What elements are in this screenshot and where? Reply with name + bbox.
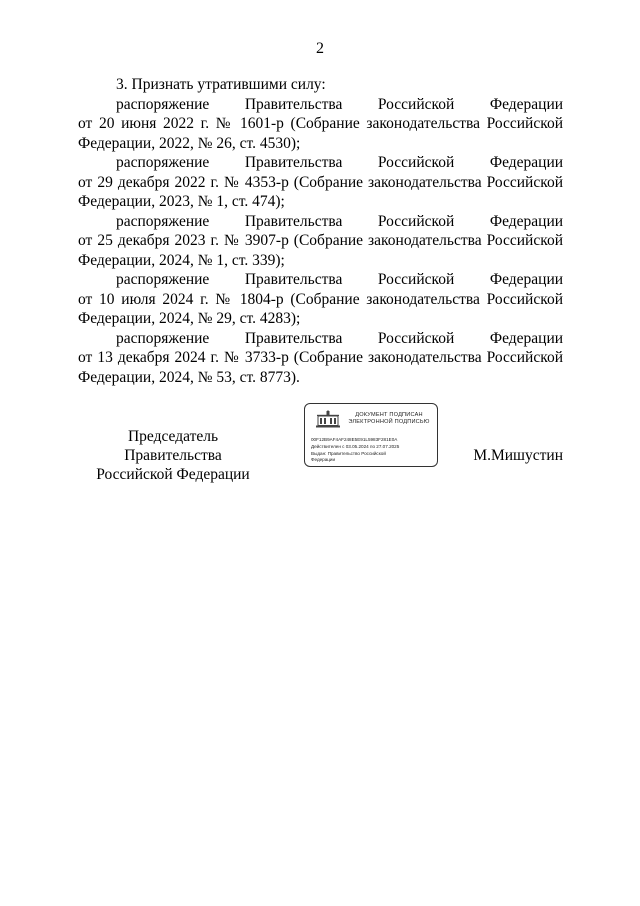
item-line-3: Федерации, 2022, № 26, ст. 4530); <box>78 134 301 152</box>
item-line-3: Федерации, 2024, № 29, ст. 4283); <box>78 310 301 327</box>
item-line-1: распоряжение Правительства Российской Федерации <box>116 329 564 347</box>
item-line-3: Федерации, 2024, № 1, ст. 339); <box>78 251 285 269</box>
clause-item <box>78 270 563 329</box>
item-line-2: от 10 июля 2024 г. № 1804-р (Собрание законодательства Российской <box>78 290 563 308</box>
item-line-3: Федерации, 2023, № 1, ст. 474); <box>78 193 285 210</box>
signatory-title: Председатель Правительства Российской Федерации <box>96 428 250 483</box>
item-line-2: от 25 декабря 2023 г. № 3907-р (Собрание законодательства Российской <box>78 232 563 249</box>
electronic-signature-stamp <box>304 403 438 467</box>
item-line-1: распоряжение Правительства Российской Федерации <box>116 154 564 171</box>
document-body <box>78 75 563 387</box>
item-line-3: Федерации, 2024, № 53, ст. 8773). <box>78 368 300 386</box>
clause-heading: 3. Признать утратившими силу: <box>116 76 326 93</box>
item-line-2: от 13 декабря 2024 г. № 3733-р (Собрание законодательства Российской <box>78 349 563 366</box>
clause-item <box>78 95 563 154</box>
page-number: 2 <box>316 40 324 57</box>
stamp-certificate: 00F12B9AF4AF248E5E91L5983F281E0A <box>311 437 398 442</box>
item-line-2: от 20 июня 2022 г. № 1601-р (Собрание законодательства Российской <box>78 115 563 132</box>
item-line-1: распоряжение Правительства Российской Федерации <box>116 95 564 113</box>
stamp-header: ДОКУМЕНТ ПОДПИСАН ЭЛЕКТРОННОЙ ПОДПИСЬЮ <box>348 412 430 425</box>
clause-item <box>78 153 563 212</box>
signatory-name: М.Мишустин <box>473 447 563 464</box>
clause-item <box>78 329 563 388</box>
stamp-issuer: Выдан: Правительство Российской Федерации <box>311 451 386 462</box>
item-line-1: распоряжение Правительства Российской Федерации <box>116 271 564 288</box>
stamp-validity: Действителен с 03.05.2024 по 27.07.2025 <box>311 444 400 449</box>
clause-item <box>78 212 563 271</box>
item-line-1: распоряжение Правительства Российской Федерации <box>116 212 564 230</box>
building-emblem-icon <box>315 410 341 428</box>
signature-block <box>78 400 563 483</box>
item-line-2: от 29 декабря 2022 г. № 4353-р (Собрание законодательства Российской <box>78 173 563 191</box>
